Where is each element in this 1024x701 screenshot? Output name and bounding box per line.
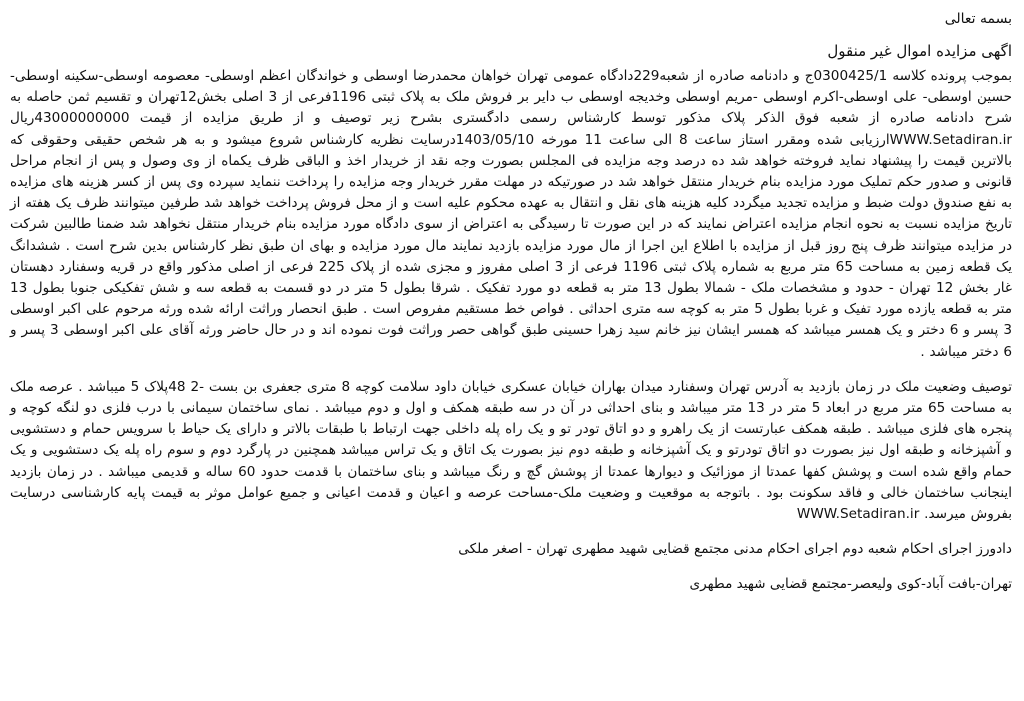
paragraph-gap [10,363,1012,377]
notice-title: اگهی مزایده اموال غیر منقول [827,42,1012,60]
office-address-line: تهران-بافت آباد-کوی ولیعصر-مجتمع قضایی شهید مطهری [689,576,1012,593]
issuing-office-line: دادورز اجرای احکام شعبه دوم اجرای احکام مدنی مجتمع قضایی شهید مطهری تهران - اصغر ملکی [458,541,1012,558]
basmala-heading: بسمه تعالی [944,11,1012,27]
notice-paragraph-property-description: توصیف وضعیت ملک در زمان بازدید به آدرس تهران وسفنارد میدان بهاران خیابان عسکری خیابان داود سلامت کوچه 8 متری جعفری بن بست -2 48پلاک 5 میباشد . عرصه ملک به مساحت 65 متر مربع در ابعاد 5 متر در 13 متر میباشد و بنای احداثی در آن در سه طبقه همکف و اول و دوم میباشد . نمای ساختمان سیمانی با درب فلزی دو لنگه کوچه و پنجره های فلزی میباشد . طبقه همکف عبارتست از یک راهرو و دو اتاق تودر تو و یک راه پله داخلی جهت ارتباط با طبقات بالاتر و دارای یک حیاط با سرویس حمام و دستشویی و آشپزخانه و طبقه اول نیز بصورت دو اتاق تودرتو و یک آشپزخانه و طبقه دوم نیز بصورت یک اتاق و یک تراس میباشد همچنین در پارگرد دوم و سوم راه پله یک دستشویی و یک حمام واقع شده است و پوشش کفها عمدتا از موزائیک و دیوارها عمدتا از پوشش گچ و رنگ میباشد و بنای ساختمان با قدمت حدود 60 ساله و قدیمی میباشد . در زمان بازدید اینجانب ساختمان خالی و فاقد سکونت بود . باتوجه به موقعیت و وضعیت ملک-مساحت عرصه و اعیان و قدمت اعیانی و جمیع عوامل موثر به قیمت پایه کارشناسی درسایت بفروش میرسد. WWW.Setadiran.ir [10,378,1013,523]
notice-page [10,8,1012,701]
notice-paragraph-auction: بموجب پرونده کلاسه 0300425/1ج و دادنامه صادره از شعبه229دادگاه عمومی تهران خواهان محمدرضا اوسطی و خواندگان اعظم اوسطی- معصومه اوسطی-سکینه اوسطی-حسین اوسطی- علی اوسطی-اکرم اوسطی -مریم اوسطی وخدیجه اوسطی ب دایر بر فروش ملک به پلاک ثبتی 1196فرعی از 3 اصلی بخش12تهران و تقسیم ثمن حاصله به شرح دادنامه صادره از شعبه فوق الذکر پلاک مذکور توسط کارشناس رسمی دادگستری بشرح زیر توصیف و از طریق مزایده از قیمت 43000000000ریال WWW.Setadiran.irارزیابی شده ومقرر استاز ساعت 8 الی ساعت 11 مورخه 1403/05/10درسایت نظریه کارشناس شروع میشود و به هر شخص حقیقی وحقوقی که بالاترین قیمت را پیشنهاد نماید فروخته خواهد شد ده درصد وجه مزایده فی المجلس بصورت وجه نقد از خریدار اخذ و الباقی ظرف یکماه از وی وصول و پس از انجام مراحل قانونی و صدور حکم تملیک مورد مزایده بنام خریدار منتقل خواهد شد در صورتیکه در مهلت مقرر خریدار وجه مزایده را پرداخت ننماید سپرده وی پس از کسر هزینه های مزایده به نفع صندوق دولت ضبط و مزایده تجدید میگردد کلیه هزینه های نقل و انتقال به عهده محکوم علیه است و از محل فروش پرداخت خواهد شد طرفین میتوانند ظرف یک هفته از تاریخ مزایده نسبت به نحوه انجام مزایده اعتراض نمایند که در این صورت تا رسیدگی به اعتراض از سوی دادگاه مورد مزایده بنام خریدار منتقل نخواهد شد ضمنا طالبین شرکت در مزایده میتوانند ظرف پنج روز قبل از مزایده با اطلاع این اجرا از مال مورد مزایده بازدید نمایند مال مورد مزایده و بهای ان طبق نظر کارشناس بدین شرح است . ششدانگ یک قطعه زمین به مساحت 65 متر مربع به شماره پلاک ثبتی 1196 فرعی از 3 اصلی مفروز و مجزی شده از پلاک 225 فرعی از اصلی مذکور واقع در قریه وسفنارد دهستان غار بخش 12 تهران - حدود و مشخصات ملک - شمالا بطول 13 متر به قطعه دو مورد تفکیک . شرقا بطول 5 متر در دو قسمت به قطعه سه و شش تفکیکی جنوبا بطول 13 متر به قطعه یازده مورد تفیک و غربا بطول 5 متر به کوچه سه متری احداثی . فواص خط مستقیم مفروص است . طبق انحصار وراثت ارائه شده ورثه مرحوم علی اکبر اوسطی 3 پسر و 6 دختر و یک همسر میباشد که همسر ایشان نیز خانم سید زهرا حسینی طبق گواهی حصر وراثت فوت نموده اند و در حال حاضر ورثه آقای علی اکبر اوسطی 3 پسر و 6 دختر میباشد . [10,68,1013,360]
